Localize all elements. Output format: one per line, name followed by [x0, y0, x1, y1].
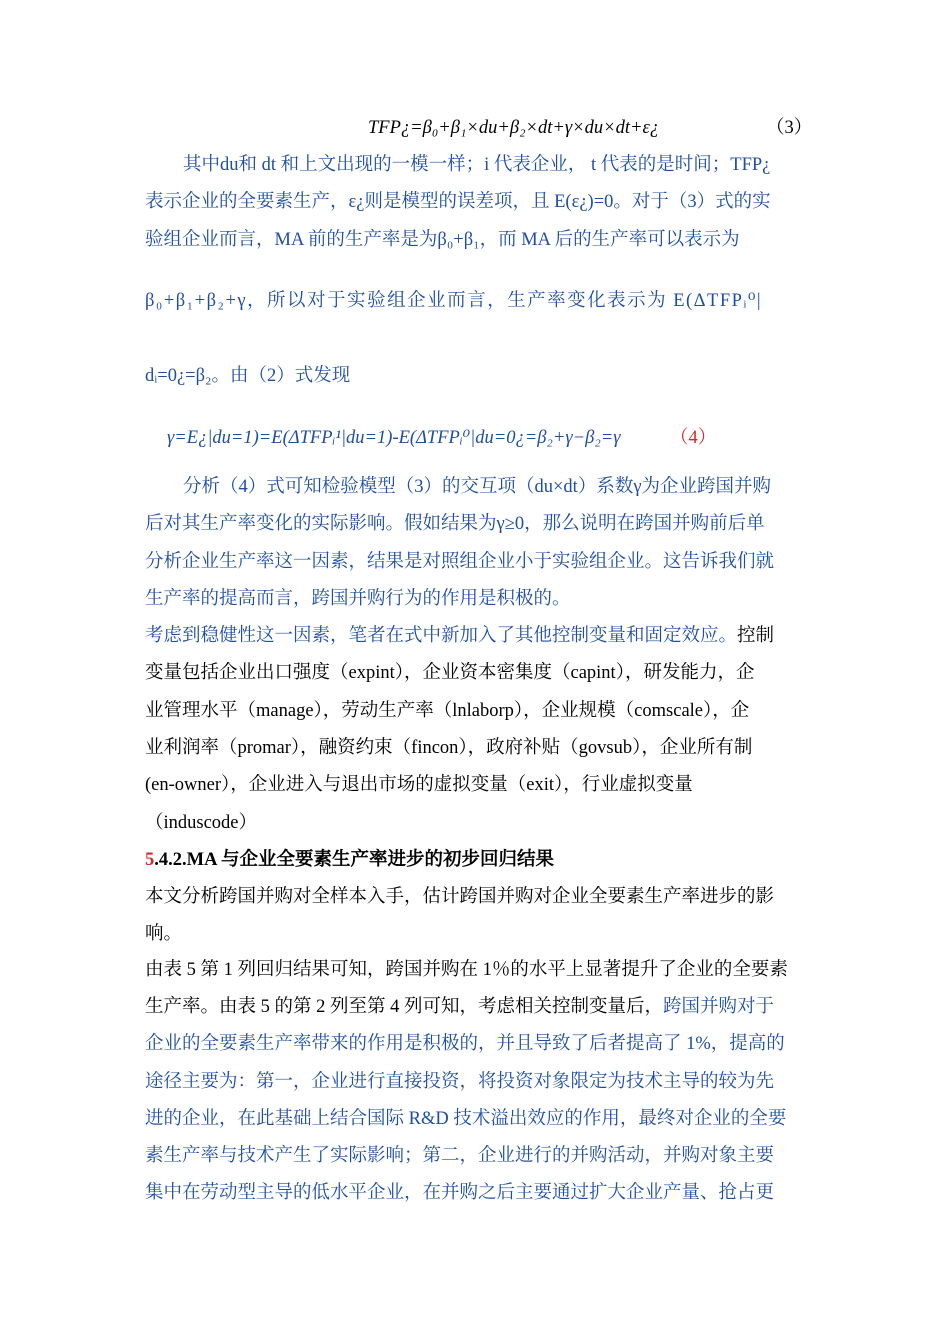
paragraph-3-line-5: (en-owner），企业进入与退出市场的虚拟变量（exit），行业虚拟变量 — [145, 775, 693, 795]
equation-3 — [368, 116, 708, 140]
paragraph-3-line-3: 业管理水平（manage），劳动生产率（lnlaborp），企业规模（comscale），企 — [145, 701, 750, 721]
paragraph-5-line-1: 由表 5 第 1 列回归结果可知，跨国并购在 1％的水平上显著提升了企业的全要素 — [145, 960, 788, 980]
equation-3-formula: TFP¿=β₀+β₁×du+β₂×dt+γ×du×dt+ε¿ — [368, 118, 660, 138]
paragraph-2-line-2: 后对其生产率变化的实际影响。假如结果为γ≥0，那么说明在跨国并购前后单 — [145, 514, 765, 534]
paragraph-1-line-3: 验组企业而言，MA 前的生产率是为β₀+β₁，而 MA 后的生产率可以表示为 — [145, 230, 740, 250]
paragraph-4-line-2: 响。 — [145, 924, 183, 944]
paragraph-5-line-7: 集中在劳动型主导的低水平企业，在并购之后主要通过扩大企业产量、抢占更 — [145, 1183, 775, 1203]
paragraph-2-line-4: 生产率的提高而言，跨国并购行为的作用是积极的。 — [145, 589, 571, 609]
paragraph-1-line-4: β₀+β₁+β₂+γ，所以对于实验组企业而言，生产率变化表示为 E(ΔTFPᵢ⁰| — [145, 291, 763, 311]
equation-4 — [167, 426, 687, 450]
paragraph-5-line-5: 进的企业，在此基础上结合国际 R&D 技术溢出效应的作用，最终对企业的全要 — [145, 1109, 787, 1129]
section-heading: 5.4.2.MA 与企业全要素生产率进步的初步回归结果 — [145, 850, 555, 870]
paragraph-2-line-1: 分析（4）式可知检验模型（3）的交互项（du×dt）系数γ为企业跨国并购 — [183, 477, 772, 497]
paragraph-5-line-6: 素生产率与技术产生了实际影响；第二，企业进行的并购活动，并购对象主要 — [145, 1146, 775, 1166]
paragraph-3-line-6: （induscode） — [145, 813, 258, 833]
paragraph-5-line-4: 途径主要为：第一，企业进行直接投资，将投资对象限定为技术主导的较为先 — [145, 1072, 775, 1092]
paragraph-1-line-1: 其中du和 dt 和上文出现的一模一样；i 代表企业， t 代表的是时间；TFP¿ — [183, 155, 771, 175]
paragraph-1-line-5: dᵢ=0¿=β₂。由（2）式发现 — [145, 366, 351, 386]
paragraph-4-line-1: 本文分析跨国并购对全样本入手，估计跨国并购对企业全要素生产率进步的影 — [145, 887, 775, 907]
paragraph-3-line-1: 考虑到稳健性这一因素，笔者在式中新加入了其他控制变量和固定效应。控制 — [145, 626, 775, 646]
paragraph-5-line-2: 生产率。由表 5 的第 2 列至第 4 列可知，考虑相关控制变量后，跨国并购对于 — [145, 997, 775, 1017]
paragraph-1-line-2: 表示企业的全要素生产，ε¿则是模型的误差项，且 E(ε¿)=0。对于（3）式的实 — [145, 192, 771, 212]
paragraph-3-line-2: 变量包括企业出口强度（expint），企业资本密集度（capint），研发能力，企 — [145, 663, 755, 683]
equation-3-number: （3） — [766, 118, 813, 138]
paragraph-3-line-4: 业利润率（promar），融资约束（fincon），政府补贴（govsub），企业所有制 — [145, 738, 753, 758]
paragraph-2-line-3: 分析企业生产率这一因素，结果是对照组企业小于实验组企业。这告诉我们就 — [145, 552, 775, 572]
paragraph-5-line-3: 企业的全要素生产率带来的作用是积极的，并且导致了后者提高了 1%，提高的 — [145, 1034, 785, 1054]
equation-4-formula: γ=E¿|du=1)=E(ΔTFPᵢ¹|du=1)-E(ΔTFPᵢ⁰|du=0¿=β₂+γ−β₂=γ — [167, 428, 621, 448]
equation-4-number: （4） — [670, 428, 717, 448]
